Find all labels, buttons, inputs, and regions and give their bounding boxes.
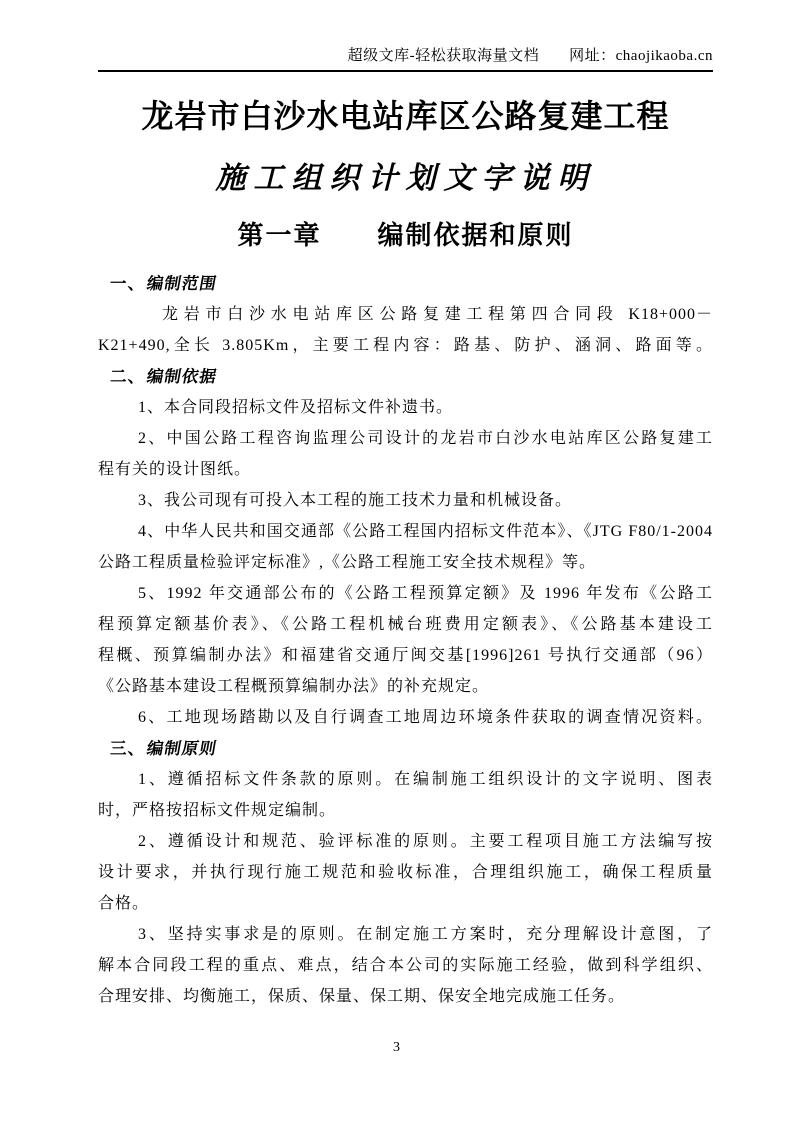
section-title: 编制范围: [145, 274, 219, 293]
text-line: 1、本合同段招标文件及招标文件补遗书。: [138, 399, 454, 416]
text-line: 程预算定额基价表》、《公路工程机械台班费用定额表》、《公路基本建设工: [98, 616, 713, 633]
page-number: 3: [393, 1040, 400, 1055]
document-body: [98, 268, 713, 1012]
text-line: 解本合同段工程的重点、难点，结合本公司的实际施工经验，做到科学组织、: [98, 957, 713, 974]
text-line: 3、坚持实事求是的原则。在制定施工方案时，充分理解设计意图，了: [138, 926, 713, 943]
section-title: 编制依据: [145, 367, 219, 386]
text-line: 4、中华人民共和国交通部《公路工程国内招标文件范本》、《JTG F80/1-2004: [138, 523, 713, 540]
section-heading-3: [98, 733, 713, 764]
document-subtitle: 施工组织计划文字说明: [215, 162, 596, 195]
section-heading-1: [98, 268, 713, 299]
text-line: 程概、预算编制办法》和福建省交通厅闽交基[1996]261 号执行交通部（96）: [98, 647, 713, 664]
text-line: 2、遵循设计和规范、验评标准的原则。主要工程项目施工方法编写按: [138, 833, 713, 850]
text-line: 5、1992 年交通部公布的《公路工程预算定额》及 1996 年发布《公路工: [138, 585, 713, 602]
text-line: 时，严格按招标文件规定编制。: [98, 802, 337, 819]
text-line: 2、中国公路工程咨询监理公司设计的龙岩市白沙水电站库区公路复建工: [138, 430, 713, 447]
section-number: 二、: [110, 367, 145, 386]
header-brand: 超级文库-轻松获取海量文档: [347, 48, 540, 64]
text-line: 1、遵循招标文件条款的原则。在编制施工组织设计的文字说明、图表: [138, 771, 713, 788]
running-header: [98, 0, 713, 72]
document-title: 龙岩市白沙水电站库区公路复建工程: [141, 98, 670, 134]
header-site-url: 网址：chaojikaoba.cn: [569, 48, 713, 64]
text-line: 合理安排、均衡施工，保质、保量、保工期、保安全地完成施工任务。: [98, 988, 626, 1005]
text-line: 合格。: [98, 895, 150, 912]
section-title: 编制原则: [145, 739, 219, 758]
text-line: 6、工地现场踏勘以及自行调查工地周边环境条件获取的调查情况资料。: [138, 709, 713, 726]
chapter-heading: 第一章 编制依据和原则: [237, 221, 574, 250]
text-line: 龙岩市白沙水电站库区公路复建工程第四合同段 K18+000－: [162, 306, 713, 323]
text-line: 《公路基本建设工程概预算编制办法》的补充规定。: [98, 678, 490, 695]
text-line: K21+490,全长 3.805Km，主要工程内容：路基、防护、涵洞、路面等。: [98, 337, 713, 354]
section-heading-2: [98, 361, 713, 392]
text-line: 设计要求，并执行现行施工规范和验收标准，合理组织施工，确保工程质量: [98, 864, 713, 881]
text-line: 程有关的设计图纸。: [98, 461, 252, 478]
section-number: 一、: [110, 274, 145, 293]
text-line: 3、我公司现有可投入本工程的施工技术力量和机械设备。: [138, 492, 573, 509]
text-line: 公路工程质量检验评定标准》,《公路工程施工安全技术规程》等。: [98, 554, 597, 571]
section-number: 三、: [110, 739, 145, 758]
